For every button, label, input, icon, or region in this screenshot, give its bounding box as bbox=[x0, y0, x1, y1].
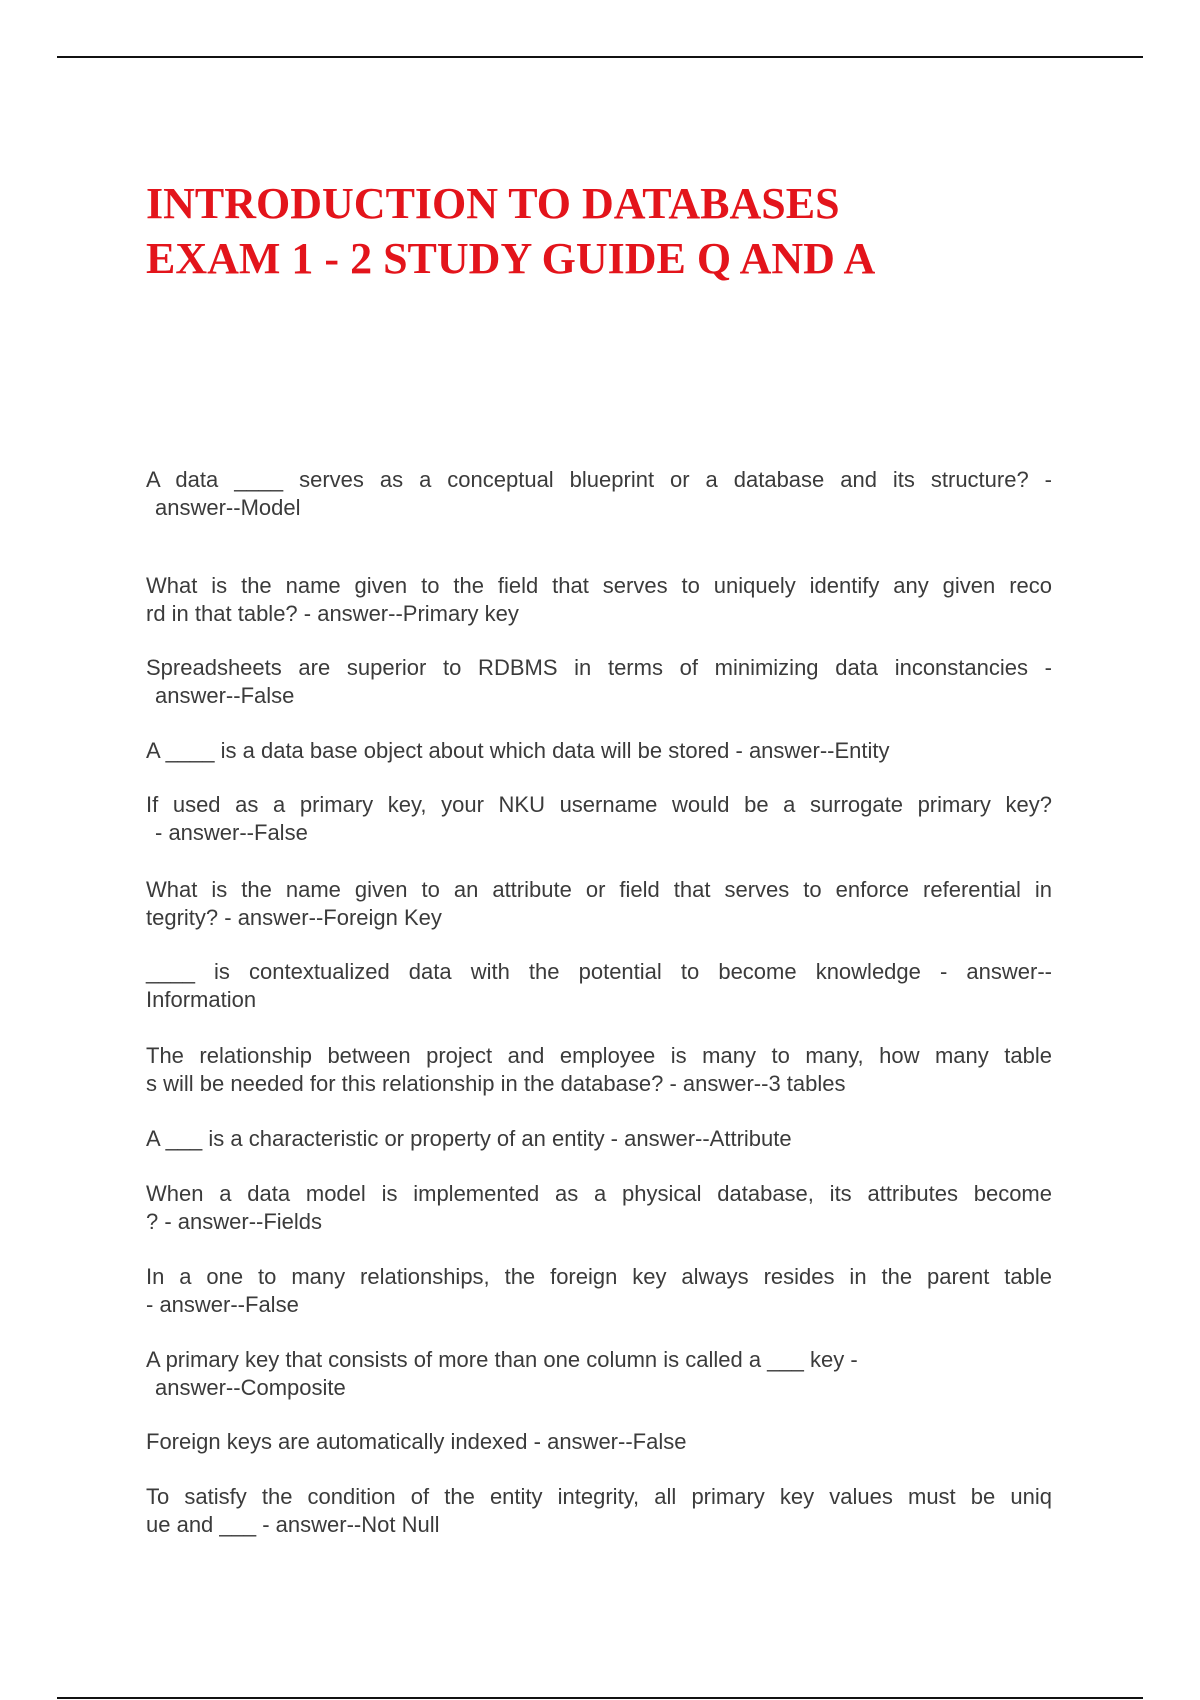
qa-item bbox=[146, 958, 1052, 1014]
qa-answer: rd in that table? - answer--Primary key bbox=[146, 601, 519, 626]
qa-question: Spreadsheets are superior to RDBMS in terms of minimizing data inconstancies - bbox=[146, 655, 1052, 680]
qa-answer: answer--Model bbox=[155, 495, 301, 520]
qa-question: A primary key that consists of more than one column is called a ___ key - bbox=[146, 1347, 858, 1372]
qa-item bbox=[146, 791, 1052, 847]
qa-question: A ____ is a data base object about which data will be stored - answer--Entity bbox=[146, 738, 890, 763]
qa-answer: answer--False bbox=[155, 683, 295, 708]
qa-item bbox=[146, 1346, 1052, 1402]
qa-question: A data ____ serves as a conceptual blueprint or a database and its structure? - bbox=[146, 467, 1052, 492]
qa-answer: - answer--False bbox=[155, 820, 308, 845]
qa-item bbox=[146, 737, 1052, 765]
qa-question: ____ is contextualized data with the potential to become knowledge - answer-- bbox=[146, 959, 1052, 984]
qa-answer: ue and ___ - answer--Not Null bbox=[146, 1512, 440, 1537]
qa-answer: tegrity? - answer--Foreign Key bbox=[146, 905, 442, 930]
qa-question: When a data model is implemented as a physical database, its attributes become bbox=[146, 1181, 1052, 1206]
header-rule bbox=[57, 56, 1143, 58]
qa-item bbox=[146, 1263, 1052, 1319]
qa-question: The relationship between project and employee is many to many, how many table bbox=[146, 1043, 1052, 1068]
qa-answer: ? - answer--Fields bbox=[146, 1209, 323, 1234]
qa-item bbox=[146, 1483, 1052, 1539]
document-title bbox=[146, 176, 1106, 286]
title-line-1: INTRODUCTION TO DATABASES bbox=[146, 179, 840, 228]
qa-question: Foreign keys are automatically indexed - answer--False bbox=[146, 1429, 687, 1454]
qa-item bbox=[146, 876, 1052, 932]
qa-answer: answer--Composite bbox=[155, 1375, 346, 1400]
qa-item bbox=[146, 1125, 1052, 1153]
qa-question: A ___ is a characteristic or property of an entity - answer--Attribute bbox=[146, 1126, 792, 1151]
qa-item bbox=[146, 654, 1052, 710]
qa-item bbox=[146, 1428, 1052, 1456]
footer-rule bbox=[57, 1697, 1143, 1699]
qa-answer: Information bbox=[146, 987, 257, 1012]
qa-question: What is the name given to the field that serves to uniquely identify any given reco bbox=[146, 573, 1052, 598]
qa-answer: - answer--False bbox=[146, 1292, 299, 1317]
qa-item bbox=[146, 1180, 1052, 1236]
qa-item bbox=[146, 466, 1052, 522]
title-line-2: EXAM 1 - 2 STUDY GUIDE Q AND A bbox=[146, 234, 876, 283]
qa-item bbox=[146, 572, 1052, 628]
qa-item bbox=[146, 1042, 1052, 1098]
qa-question: In a one to many relationships, the foreign key always resides in the parent table bbox=[146, 1264, 1052, 1289]
qa-answer: s will be needed for this relationship in the database? - answer--3 tables bbox=[146, 1071, 846, 1096]
qa-question: If used as a primary key, your NKU username would be a surrogate primary key? bbox=[146, 792, 1052, 817]
qa-question: To satisfy the condition of the entity integrity, all primary key values must be uniq bbox=[146, 1484, 1052, 1509]
qa-question: What is the name given to an attribute or field that serves to enforce referential in bbox=[146, 877, 1052, 902]
